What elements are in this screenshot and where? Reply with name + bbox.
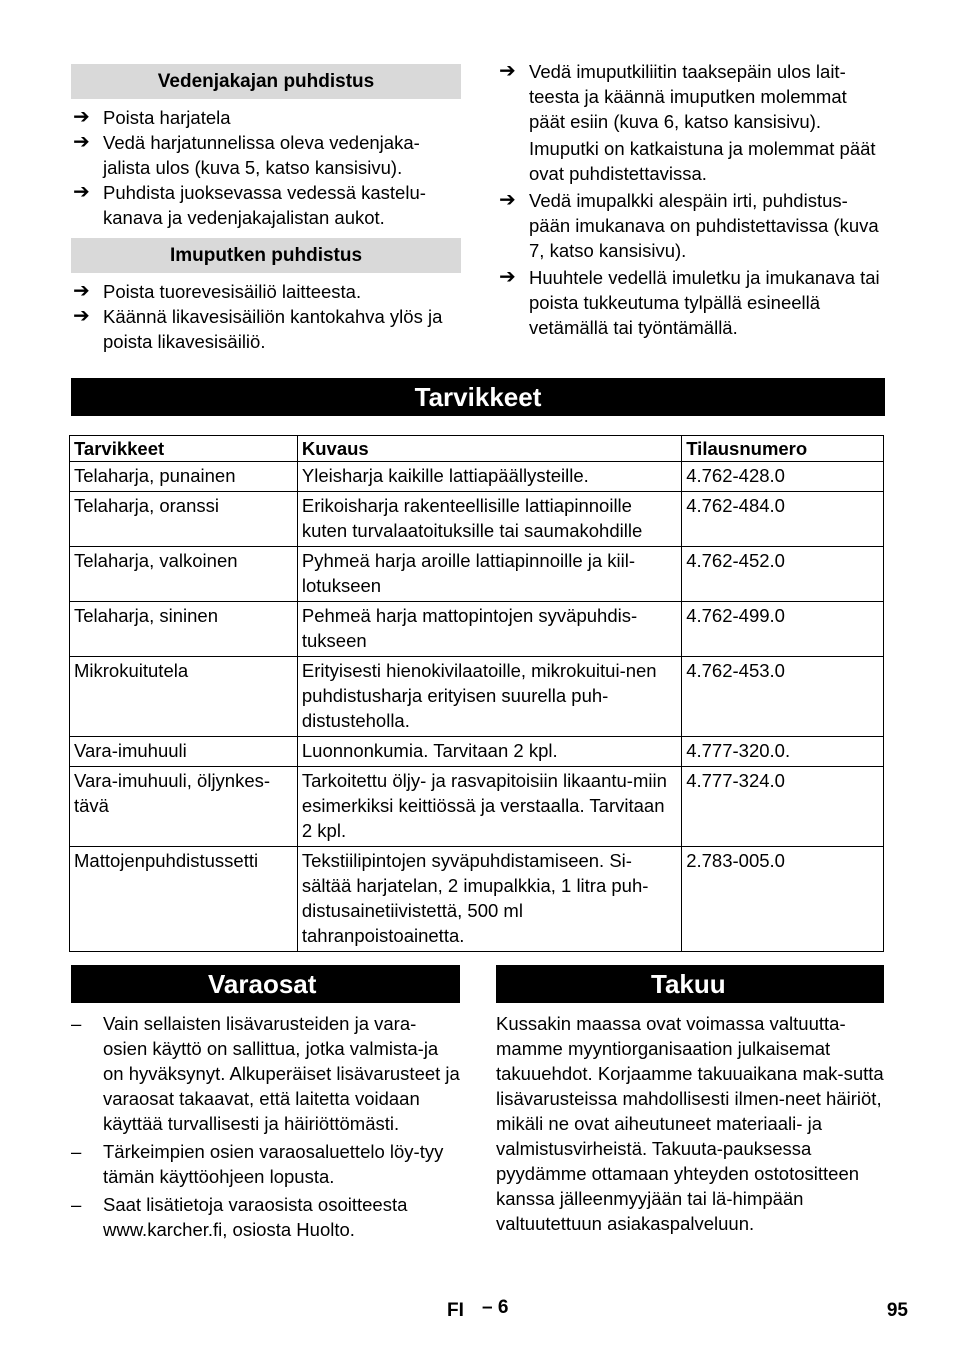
left-column: [71, 64, 461, 354]
list-item: ➔ Käännä likavesisäiliön kantokahva ylös ja poista likavesisäiliö.: [73, 305, 443, 352]
order-number-cell: 4.762-428.0: [682, 462, 884, 492]
order-number-cell: 4.762-499.0: [682, 602, 884, 657]
order-number-cell: 4.777-324.0: [682, 767, 884, 847]
description-cell: Pehmeä harja mattopintojen syväpuhdis-tukseen: [297, 602, 681, 657]
table-row: [70, 602, 884, 657]
footer-section-page: – 6: [482, 1297, 509, 1318]
item-name-cell: Telaharja, valkoinen: [70, 547, 298, 602]
list-item: ➔ Vedä imuputkiliitin taaksepäin ulos lait-teesta ja käännä imuputken molemmat päät esiin (kuva 6, katso kansisivu).: [499, 60, 847, 132]
column-header: Tarvikkeet: [70, 436, 298, 462]
table-row: [70, 767, 884, 847]
item-name-cell: Telaharja, sininen: [70, 602, 298, 657]
item-name-cell: Telaharja, oranssi: [70, 492, 298, 547]
spare-parts-section: [71, 965, 460, 1245]
dash-icon: –: [71, 1194, 82, 1215]
list-item: ➔ Huuhtele vedellä imuletku ja imukanava tai poista tukkeutuma tylpällä esineellä vetämällä tai työntämällä.: [499, 266, 880, 338]
table-row: [70, 492, 884, 547]
item-name-cell: Mattojenpuhdistussetti: [70, 847, 298, 952]
order-number-cell: 4.762-484.0: [682, 492, 884, 547]
table-row: [70, 657, 884, 737]
list-item: ➔ Poista harjatela: [73, 106, 231, 128]
arrow-icon: ➔: [499, 189, 516, 211]
accessories-table: [69, 435, 884, 952]
right-column: [497, 59, 887, 340]
section-heading-suction-pipe: Imuputken puhdistus: [71, 238, 461, 273]
list-item: – Vain sellaisten lisävarusteiden ja vara-osien käyttö on sallittua, jotka valmista-ja on hyväksynyt. Alkuperäiset lisävarusteet ja varaosat takaavat, että laitetta voidaan käyttää turvallisesti ja häiriöttömästi.: [71, 1013, 460, 1134]
description-cell: Erityisesti hienokivilaatoille, mikrokuitui-nen puhdistusharja erityisen suurella puh-distusteholla.: [297, 657, 681, 737]
order-number-cell: 4.777-320.0.: [682, 737, 884, 767]
description-cell: Yleisharja kaikille lattiapäällysteille.: [297, 462, 681, 492]
arrow-icon: ➔: [73, 106, 90, 128]
note-text: Imuputki on katkaistuna ja molemmat päät ovat puhdistettavissa.: [529, 138, 876, 184]
dash-icon: –: [71, 1141, 82, 1162]
column-header: Kuvaus: [297, 436, 681, 462]
table-row: [70, 547, 884, 602]
warranty-section: [496, 965, 884, 1236]
description-cell: Pyhmeä harja aroille lattiapinnoille ja kiil-lotukseen: [297, 547, 681, 602]
arrow-icon: ➔: [73, 280, 90, 302]
item-name-cell: Mikrokuitutela: [70, 657, 298, 737]
table-row: [70, 737, 884, 767]
order-number-cell: 2.783-005.0: [682, 847, 884, 952]
table-row: [70, 847, 884, 952]
list-item: ➔ Vedä imupalkki alespäin irti, puhdistus-pään imukanava on puhdistettavissa (kuva 7, katso kansisivu).: [499, 189, 879, 261]
table-row: [70, 462, 884, 492]
arrow-icon: ➔: [499, 266, 516, 288]
column-header: Tilausnumero: [682, 436, 884, 462]
list-item: – Tärkeimpien osien varaosaluettelo löy-tyy tämän käyttöohjeen lopusta.: [71, 1141, 444, 1187]
item-name-cell: Telaharja, punainen: [70, 462, 298, 492]
item-name-cell: Vara-imuhuuli, öljynkes-tävä: [70, 767, 298, 847]
list-item: ➔ Vedä harjatunnelissa oleva vedenjaka-jalista ulos (kuva 5, katso kansisivu).: [73, 131, 420, 178]
warranty-text: Kussakin maassa ovat voimassa valtuutta-mamme myyntiorganisaation julkaisemat takuuehdot. Korjaamme takuuaikana mak-sutta lisävarusteissa mahdollisesti ilmen-neet häiriöt, mikäli ne ovat aiheutuneet materiaali- ja valmistusvirheistä. Takuuta-pauksessa pyydämme ottamaan yhteyden ostotositteen kanssa jälleenmyyjään tai lä-himpään valtuutettuun asiakaspalveluun.: [496, 1013, 884, 1234]
order-number-cell: 4.762-453.0: [682, 657, 884, 737]
order-number-cell: 4.762-452.0: [682, 547, 884, 602]
accessories-heading: Tarvikkeet: [71, 378, 885, 416]
dash-icon: –: [71, 1013, 82, 1034]
table-header-row: [70, 436, 884, 462]
arrow-icon: ➔: [73, 305, 90, 327]
arrow-icon: ➔: [73, 181, 90, 203]
warranty-heading: Takuu: [496, 965, 884, 1003]
page-number: 95: [886, 1300, 908, 1321]
footer-lang: FI: [447, 1300, 464, 1321]
list-item: ➔ Poista tuorevesisäiliö laitteesta.: [73, 280, 362, 302]
spare-parts-heading: Varaosat: [71, 965, 460, 1003]
description-cell: Tekstiilipintojen syväpuhdistamiseen. Si-sältää harjatelan, 2 imupalkkia, 1 litra puh-distusainetiivistettä, 500 ml tahranpoistoainetta.: [297, 847, 681, 952]
arrow-icon: ➔: [73, 131, 90, 153]
item-name-cell: Vara-imuhuuli: [70, 737, 298, 767]
description-cell: Luonnonkumia. Tarvitaan 2 kpl.: [297, 737, 681, 767]
description-cell: Erikoisharja rakenteellisille lattiapinnoille kuten turvalaatoituksille tai saumakohdille: [297, 492, 681, 547]
arrow-icon: ➔: [499, 60, 516, 82]
list-item: ➔ Puhdista juoksevassa vedessä kastelu-kanava ja vedenjakajalistan aukot.: [73, 181, 426, 228]
list-item: – Saat lisätietoja varaosista osoitteesta www.karcher.fi, osiosta Huolto.: [71, 1194, 408, 1240]
accessories-table-wrapper: [69, 435, 884, 952]
description-cell: Tarkoitettu öljy- ja rasvapitoisiin likaantu-miin esimerkiksi keittiössä ja verstaalla. Tarvitaan 2 kpl.: [297, 767, 681, 847]
section-heading-water-distributor: Vedenjakajan puhdistus: [71, 64, 461, 99]
